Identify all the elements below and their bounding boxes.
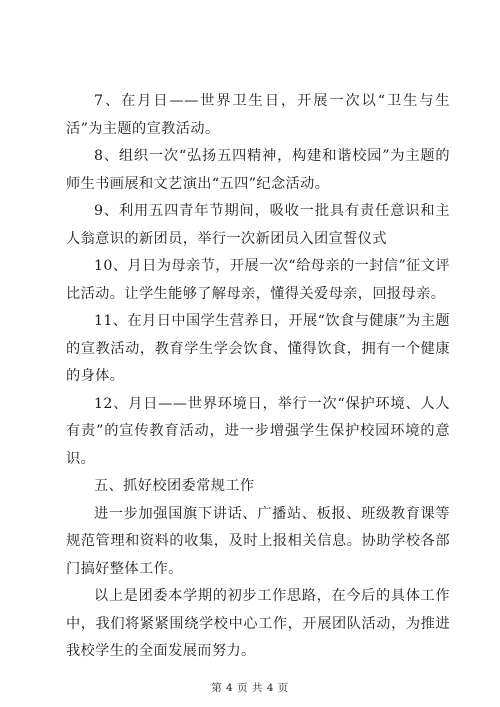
paragraph-routine-work: 进一步加强国旗下讲话、广播站、板报、班级教育课等规范管理和资料的收集，及时上报相关信息。协助学校各部门搞好整体工作。 [66, 505, 450, 577]
paragraph-item-10: 10、月日为母亲节，开展一次“给母亲的一封信”征文评比活动。让学生能够了解母亲，懂得关爱母亲，回报母亲。 [66, 258, 450, 302]
paragraph-item-11: 11、在月日中国学生营养日，开展“饮食与健康”为主题的宣教活动，教育学生学会饮食、懂得饮食，拥有一个健康的身体。 [66, 313, 450, 384]
paragraph-item-12: 12、月日——世界环境日，举行一次“保护环境、人人有责”的宣传教育活动，进一步增强学生保护校园环境的意识。 [66, 395, 450, 467]
page-number-footer: 第 4 页 共 4 页 [211, 682, 289, 694]
paragraph-item-9: 9、利用五四青年节期间，吸收一批具有责任意识和主人翁意识的新团员，举行一次新团员入团宣誓仪式 [66, 203, 450, 247]
document-body [66, 88, 450, 666]
paragraph-item-7: 7、在月日——世界卫生日，开展一次以“卫生与生活”为主题的宣教活动。 [66, 93, 450, 137]
paragraph-conclusion: 以上是团委本学期的初步工作思路，在今后的具体工作中，我们将紧紧围绕学校中心工作，开展团队活动，为推进我校学生的全面发展而努力。 [66, 588, 450, 659]
section-heading: 五、抓好校团委常规工作 [94, 478, 255, 494]
paragraph-item-8: 8、组织一次“弘扬五四精神，构建和谐校园”为主题的师生书画展和文艺演出“五四”纪念活动。 [66, 148, 450, 192]
